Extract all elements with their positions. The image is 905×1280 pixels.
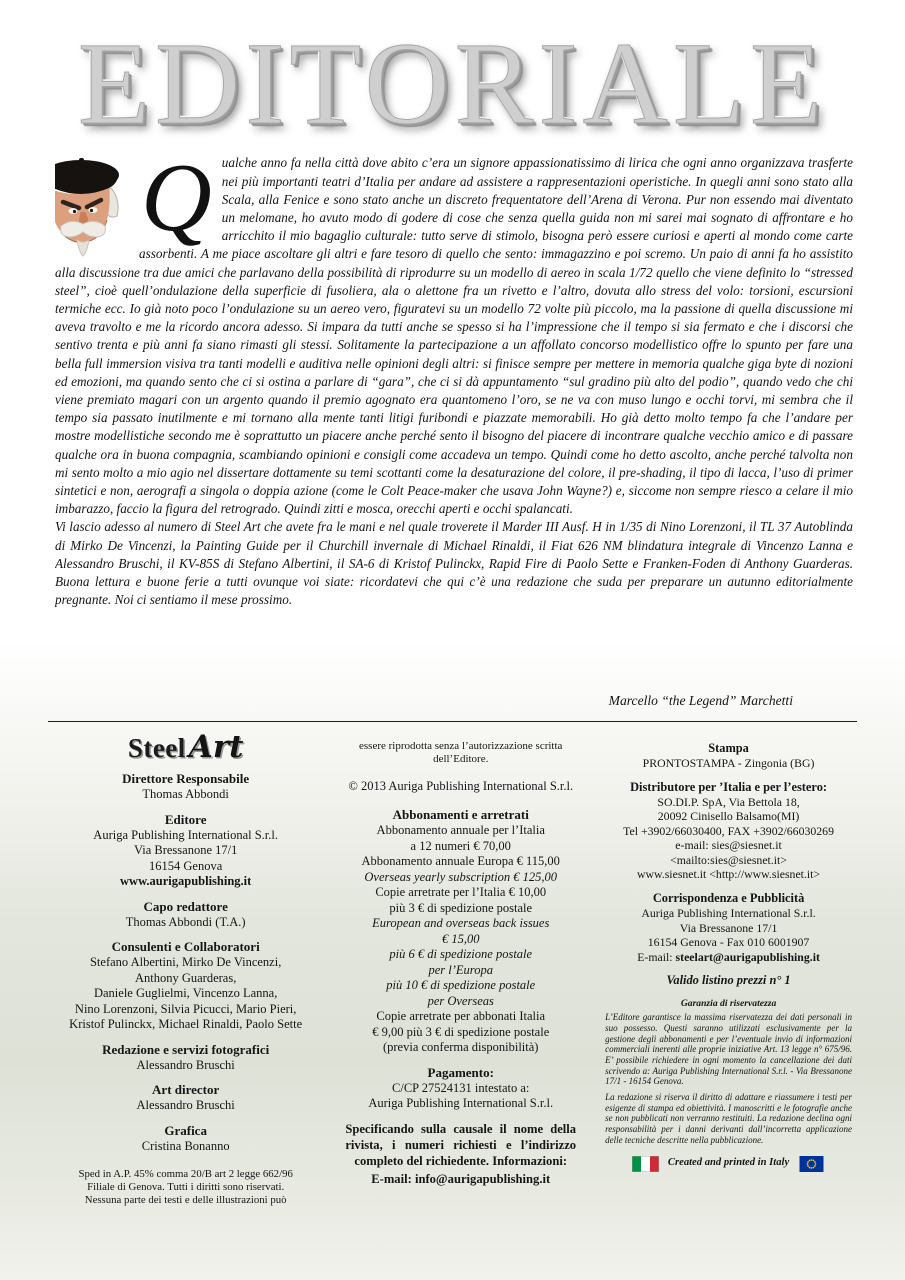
colophon-line: più 10 € di spedizione postale: [386, 978, 536, 993]
colophon-line: Daniele Guglielmi, Vincenzo Lanna,: [93, 986, 278, 1001]
logo-steel: Steel: [127, 732, 186, 763]
colophon-line: 20092 Cinisello Balsamo(MI): [657, 809, 800, 824]
colophon-line: Copie arretrate per abbonati Italia: [376, 1009, 546, 1024]
causale-note-text: Specificando sulla causale il nome della rivista, i numeri richiesti e l’indirizzo completo del richiedente. Informazioni:: [345, 1121, 577, 1168]
made-in-italy-row: [602, 1156, 855, 1172]
causale-note: [345, 1121, 576, 1187]
colophon-line: Stefano Albertini, Mirko De Vincenzi,: [89, 955, 282, 970]
colophon-line: Alessandro Bruschi: [136, 1098, 235, 1113]
editorial: [55, 154, 853, 710]
colophon-line: Auriga Publishing International S.r.l.: [641, 906, 816, 921]
section-heading: Distributore per ’Italia e per l’estero:: [630, 779, 828, 794]
section-heading: Grafica: [164, 1122, 207, 1138]
colophon-line: Nino Lorenzoni, Silvia Picucci, Mario Pieri,: [74, 1001, 297, 1016]
privacy-paragraph: L’Editore garantisce la massima riservatezza dei dati personali in suo possesso. Questi saranno utilizzati esclusivamente per la gestione degli abbonamenti e per l’eventuale invio di informazioni commerciali inerenti alle proprie iniziative Art. 13 legge n° 675/96. E’ possibile richiedere in ogni momento la cancellazione dei dati scrivendo a: Auriga Publishing International S.r.l. - Via Bressanone 17/1 - 16154 Genova.: [605, 1012, 852, 1087]
colophon-line: 16154 Genova - Fax 010 6001907: [647, 935, 810, 950]
colophon-right-column: [602, 740, 855, 1208]
correspondence-email-line: [602, 950, 855, 964]
payment-section: [345, 1065, 576, 1112]
section-heading: Stampa: [708, 740, 749, 755]
page-title: EDITORIALE: [77, 18, 828, 149]
colophon-line: Via Bressanone 17/1: [679, 920, 778, 935]
colophon-line: € 15,00: [441, 931, 480, 946]
colophon-middle-column: [345, 740, 576, 1208]
editorial-text-block: [55, 154, 853, 686]
eu-flag-icon: [798, 1156, 825, 1172]
section-heading: Art director: [152, 1082, 220, 1098]
editorial-signature: Marcello “the Legend” Marchetti: [608, 693, 793, 709]
colophon-left-column: [52, 728, 319, 1208]
colophon-line: Alessandro Bruschi: [136, 1057, 235, 1072]
colophon-line: Filiale di Genova. Tutti i diritti sono riservati.: [87, 1181, 285, 1194]
colophon-line: SO.DI.P. SpA, Via Bettola 18,: [657, 794, 800, 809]
colophon-line: più 6 € di spedizione postale: [389, 947, 533, 962]
colophon-line: per l’Europa: [428, 962, 493, 977]
drop-cap: Q: [141, 154, 212, 253]
colophon-line: Copie arretrate per l’Italia € 10,00: [375, 885, 547, 900]
colophon-line: European and overseas back issues: [372, 916, 550, 931]
colophon-line: Thomas Abbondi: [142, 787, 229, 802]
colophon-line: Sped in A.P. 45% comma 20/B art 2 legge 662/96: [78, 1168, 293, 1181]
section-heading: Capo redattore: [143, 898, 228, 914]
editorial-paragraph: ualche anno fa nella città dove abito c’era un signore appassionatissimo di lirica che ogni anno organizzava trasferte nei più importanti teatri d’Italia per andare ad assistere a rappresentazioni operistiche. In quegli anni sono stato alla Scala, alla Fenice e sono stato anche un discreto frequentatore dell’Arena di Verona. Pur non essendo mai diventato un melomane, ho avuto modo di godere di cose che senza quella guida non mi sarei mai sognato di affrontare e ho arricchito il mio bagaglio culturale: tutto serve di stimolo, bisogna però essere curiosi e aperti al mondo come carte assorbenti. A me piace ascoltare gli altri e fare tesoro di quello che sento: immagazzino e poi scremo. Un paio di anni fa ho assistito alla discussione tra due amici che parlavano della possibilità di riprodurre su un modello di aereo in scala 1/72 quello che viene definito lo “stressed steel”, cioè quell’ondulazione della superficie di fusoliera, ala o alettone fra un rivetto e l’altro, dovuta allo stress del volo: torsioni, escursioni termiche ecc. Io già noto poco l’ondulazione su un aereo vero, figuratevi su un modello 72 volte più piccolo, ma la passione di quella discussione mi aveva travolto e me la ricordo ancora adesso. Si impara da tutti anche se spesso si ha l’impressione che il tempo si sia fermato e che i discorsi che sentivo trenta e più anni fa siano rimasti gli stessi. Solitamente la partecipazione a un affollato concorso modellistico offre lo spunto per fare una bella full immersion visiva tra tanti modelli e auditiva nelle opinioni degli altri: si finisce sempre per mettere in memoria qualche giga byte di nozioni ed emozioni, ma quando sento che ci si ostina a parlare di “gara”, che ci si dà appuntamento “sul gradino più alto del podio”, quando vedo che chi viene premiato magari con un argento quando il premio agognato era quantomeno l’oro, se ne va con muso lungo e occhi torvi, mi sembra che il tempo sia passato inutilmente e mi tornano alla mente tanti litigi furibondi e piazzate memorabili. Ho già detto molto tempo fa che l’andare per mostre modellistiche secondo me è soprattutto un piacere anche perché sento il bisogno del piacere di incontrare qualche vecchio amico e di passare qualche ora in buona compagnia, scambiando opinioni e consigli come accadeva un tempo. Quindi come ho detto ascolto, anche perché talvolta non mi sento molto a mio agio nel dissertare dottamente su temi scottanti come la desaturazione del colore, il pre-shading, il tipo di lacca, l’uso di primer sintetici e non, aerografi a singola o doppia azione (come le Colt Peace-maker che usava John Wayne?) e, siccome non sempre riesco a celare il mio imbarazzo, faccio la figura del retrogrado. Quindi zitti e mosca, orecchi aperti e occhi spalancati.: [55, 155, 853, 517]
section-collaboratori: [52, 939, 319, 1033]
privacy-heading: Garanzia di riservatezza: [680, 998, 777, 1010]
colophon-line: Kristof Pulinckx, Michael Rinaldi, Paolo Sette: [69, 1017, 303, 1032]
colophon-line: PRONTOSTAMPA - Zingonia (BG): [642, 755, 815, 770]
colophon-line: Tel +3902/66030400, FAX +3902/66030269: [623, 823, 834, 838]
colophon-line: € 9,00 più 3 € di spedizione postale: [372, 1024, 550, 1039]
logo-art: Art: [188, 728, 244, 765]
colophon-line: Overseas yearly subscription € 125,00: [364, 869, 558, 884]
distributor-section: [602, 779, 855, 881]
correspondence-section: [602, 890, 855, 964]
colophon-line: Auriga Publishing International S.r.l.: [93, 827, 279, 842]
section-heading: Pagamento:: [427, 1064, 494, 1080]
section-heading: Redazione e servizi fotografici: [102, 1041, 270, 1057]
made-in-italy-label: Created and printed in Italy: [667, 1157, 790, 1169]
colophon-line: (previa conferma disponibilità): [382, 1040, 539, 1055]
colophon-line: e-mail: sies@siesnet.it: [675, 838, 782, 853]
italian-flag-icon: [632, 1156, 659, 1172]
colophon: [0, 722, 905, 1208]
colophon-line: dell’Editore.: [433, 753, 489, 766]
colophon-line: Nessuna parte dei testi e delle illustrazioni può: [84, 1194, 287, 1207]
section-art-director: [52, 1082, 319, 1114]
colophon-line: Via Bressanone 17/1: [133, 843, 238, 858]
copyright-line: © 2013 Auriga Publishing International S.r.l.: [348, 778, 574, 793]
rights-notice-continued: [345, 740, 576, 767]
section-redazione: [52, 1042, 319, 1074]
subscriptions-section: [345, 807, 576, 1056]
price-list-note: Valido listino prezzi n° 1: [666, 973, 791, 988]
colophon-line: 16154 Genova: [149, 858, 223, 873]
colophon-line: <mailto:sies@siesnet.it>: [670, 852, 787, 867]
section-heading: Consulenti e Collaboratori: [111, 939, 260, 955]
colophon-line: Cristina Bonanno: [141, 1138, 230, 1153]
section-heading: Corrispondenza e Pubblicità: [652, 891, 805, 906]
colophon-line: www.siesnet.it <http://www.siesnet.it>: [636, 867, 821, 881]
privacy-section: [602, 999, 855, 1145]
editorial-closing: Vi lascio adesso al numero di Steel Art che avete fra le mani e nel quale troverete il Marder III Ausf. H in 1/35 di Nino Lorenzoni, il TL 37 Autoblinda di Mirko De Vincenzi, la Painting Guide per il Churchill invernale di Michael Rinaldi, il Fiat 626 NM blindatura integrale di Vincenzo Lanna e Alessandro Bruschi, il KV-85S di Stefano Albertini, il SA-6 di Kristof Pulinckx, Rapid Fire di Paolo Sette e Franken-Foden di Anthony Guarderas. Buona lettura e buone ferie a tutti ovunque voi siate: ricordatevi che qui c’è una redazione che suda per preparare un autunno editorialmente pregnante. Noi ci sentiamo il mese prossimo.: [55, 519, 853, 608]
info-email: E-mail: info@aurigapublishing.it: [371, 1171, 551, 1186]
section-editore: [52, 812, 319, 890]
publisher-website: www.aurigapublishing.it: [120, 874, 252, 889]
colophon-line: per Overseas: [427, 993, 494, 1008]
stampa-section: [602, 740, 855, 770]
colophon-line: essere riprodotta senza l’autorizzazione scritta: [359, 739, 563, 752]
section-capo-redattore: [52, 899, 319, 931]
section-heading: Editore: [164, 811, 207, 827]
colophon-line: Abbonamento annuale per l’Italia: [376, 823, 545, 838]
colophon-line: Anthony Guarderas,: [134, 970, 237, 985]
colophon-line: più 3 € di spedizione postale: [389, 900, 533, 915]
colophon-line: Thomas Abbondi (T.A.): [125, 914, 246, 929]
section-heading: Abbonamenti e arretrati: [392, 807, 529, 823]
privacy-paragraph: La redazione si riserva il diritto di adattare e riassumere i testi per esigenze di stampa ed obiettività. I manoscritti e le fotografie anche se non pubblicati non verranno restituiti. La redazione declina ogni responsabilità per i danni derivanti dall’incorretta applicazione delle tecniche descritte nella pubblicazione.: [605, 1092, 852, 1145]
section-grafica: [52, 1123, 319, 1155]
colophon-line: a 12 numeri € 70,00: [410, 838, 511, 853]
section-direttore: [52, 771, 319, 803]
email-address: steelart@aurigapublishing.it: [675, 949, 820, 964]
colophon-line: C/CP 27524131 intestato a:: [392, 1080, 530, 1095]
editor-caricature: [55, 156, 129, 258]
rights-notice: [52, 1168, 319, 1208]
section-heading: Direttore Responsabile: [122, 771, 250, 787]
colophon-line: Auriga Publishing International S.r.l.: [368, 1096, 554, 1111]
steel-art-logo: [52, 728, 319, 765]
email-label: E-mail:: [637, 949, 676, 964]
colophon-line: Abbonamento annuale Europa € 115,00: [361, 854, 560, 869]
